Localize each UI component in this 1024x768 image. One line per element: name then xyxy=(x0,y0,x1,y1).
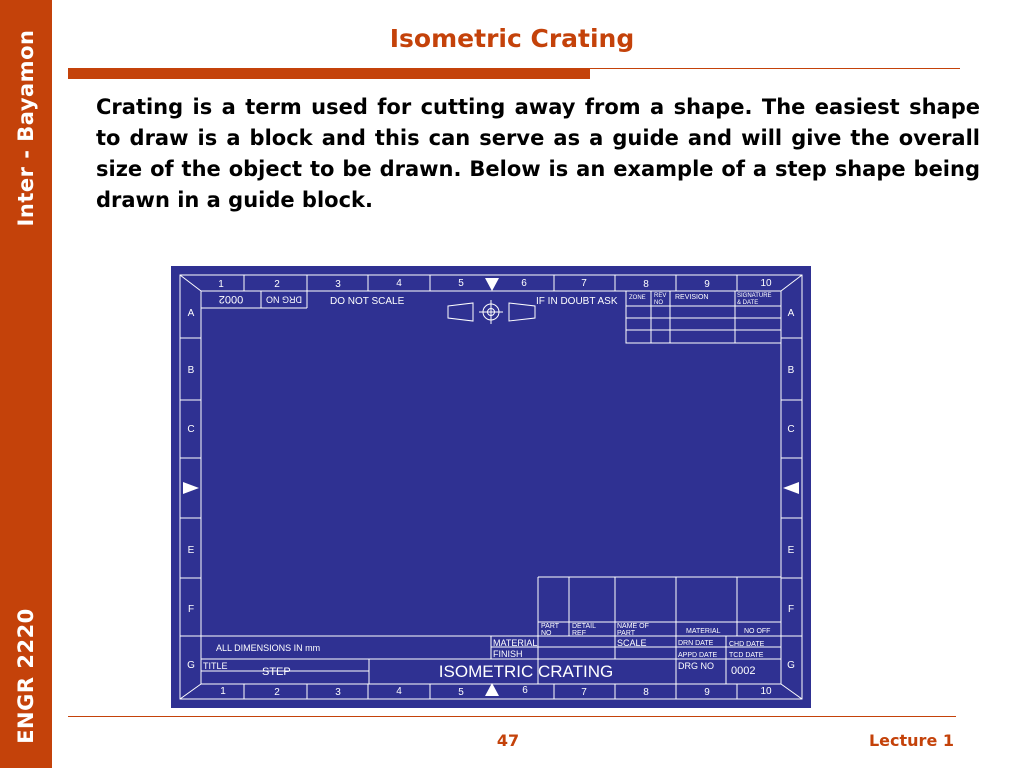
row-left-e: E xyxy=(187,545,195,556)
title-block-detail-line-2: REF xyxy=(572,630,586,637)
column-bottom-10: 10 xyxy=(760,686,772,697)
column-bottom-1: 1 xyxy=(220,686,226,697)
slide-title: Isometric Crating xyxy=(389,24,635,53)
column-top-3: 3 xyxy=(335,279,341,290)
title-block-drg-no-value: 0002 xyxy=(731,665,756,677)
title-underline-bar xyxy=(68,68,590,79)
column-top-10: 10 xyxy=(760,278,772,289)
header-do-not-scale: DO NOT SCALE xyxy=(330,296,405,307)
title-block-scale: SCALE xyxy=(617,638,647,648)
title-block-name-line-2: PART xyxy=(617,630,636,637)
title-block-main-title: ISOMETRIC CRATING xyxy=(438,662,614,681)
row-right-b: B xyxy=(787,365,795,376)
title-block-appd-date: APPD DATE xyxy=(678,652,718,659)
column-top-1: 1 xyxy=(218,279,224,290)
title-underline-line xyxy=(590,68,960,69)
title-block-title-label: TITLE xyxy=(203,661,228,671)
row-right-g: G xyxy=(787,660,795,671)
title-block-part-line-2: NO xyxy=(541,630,552,637)
header-rev-line-1: REV xyxy=(654,293,667,299)
header-drg-no-value: 0002 xyxy=(218,293,244,306)
row-left-b: B xyxy=(187,365,195,376)
column-bottom-8: 8 xyxy=(643,687,649,698)
title-block-tcd-date: TCD DATE xyxy=(729,652,764,659)
column-bottom-9: 9 xyxy=(704,687,710,698)
title-block-finish: FINISH xyxy=(493,649,523,659)
lecture-label: Lecture 1 xyxy=(868,731,954,750)
sidebar-campus-label: Inter - Bayamon xyxy=(14,29,38,227)
column-bottom-3: 3 xyxy=(335,687,341,698)
row-right-c: C xyxy=(787,424,795,435)
title-block-detail-line-1: DETAIL xyxy=(572,623,596,630)
header-rev-line-2: NO xyxy=(654,300,663,306)
sidebar xyxy=(0,0,52,768)
header-signature-line-2: & DATE xyxy=(737,300,759,306)
row-left-f: F xyxy=(187,604,195,615)
row-left-c: C xyxy=(187,424,195,435)
column-bottom-5: 5 xyxy=(458,687,464,698)
column-bottom-6: 6 xyxy=(522,685,528,696)
column-top-6: 6 xyxy=(521,278,527,289)
slide-body-text: Crating is a term used for cutting away from a shape. The easiest shape to draw is a block and this can serve as a guide and will give the overall size of the object to be drawn. Below is an example of a step shape being drawn in a guide block. xyxy=(96,95,980,212)
column-bottom-7: 7 xyxy=(581,687,587,698)
title-block-drg-no-label: DRG NO xyxy=(678,661,714,671)
title-block-no-off: NO OFF xyxy=(744,628,771,635)
header-zone: ZONE xyxy=(629,295,646,301)
column-bottom-2: 2 xyxy=(274,687,280,698)
header-revision: REVISION xyxy=(675,294,709,301)
title-block-all-dimensions: ALL DIMENSIONS IN mm xyxy=(216,643,321,653)
row-left-a: A xyxy=(187,308,195,319)
column-top-8: 8 xyxy=(643,279,649,290)
title-block-drn-date: DRN DATE xyxy=(678,640,714,647)
row-right-e: E xyxy=(787,545,795,556)
header-if-in-doubt: IF IN DOUBT ASK xyxy=(536,296,618,307)
column-bottom-4: 4 xyxy=(396,686,402,697)
drawing-sheet xyxy=(171,266,811,708)
column-top-7: 7 xyxy=(581,278,587,289)
title-block-name-line-1: NAME OF xyxy=(617,623,649,630)
column-top-9: 9 xyxy=(704,279,710,290)
row-left-g: G xyxy=(187,660,195,671)
row-right-a: A xyxy=(787,308,795,319)
sidebar-course-label: ENGR 2220 xyxy=(14,608,38,744)
page-number: 47 xyxy=(496,731,520,750)
title-block-title-value: STEP xyxy=(262,666,291,678)
header-signature-line-1: SIGNATURE xyxy=(737,293,772,299)
title-block-material: MATERIAL xyxy=(493,638,538,648)
footer-divider xyxy=(68,716,956,717)
column-top-4: 4 xyxy=(396,278,402,289)
column-top-5: 5 xyxy=(458,278,464,289)
title-block-part-line-1: PART xyxy=(541,623,560,630)
header-drg-no-label: DRG NO xyxy=(266,294,302,305)
column-top-2: 2 xyxy=(274,279,280,290)
row-right-f: F xyxy=(787,604,795,615)
title-block-material-column: MATERIAL xyxy=(686,628,721,635)
title-block-chd-date: CHD DATE xyxy=(729,641,765,648)
